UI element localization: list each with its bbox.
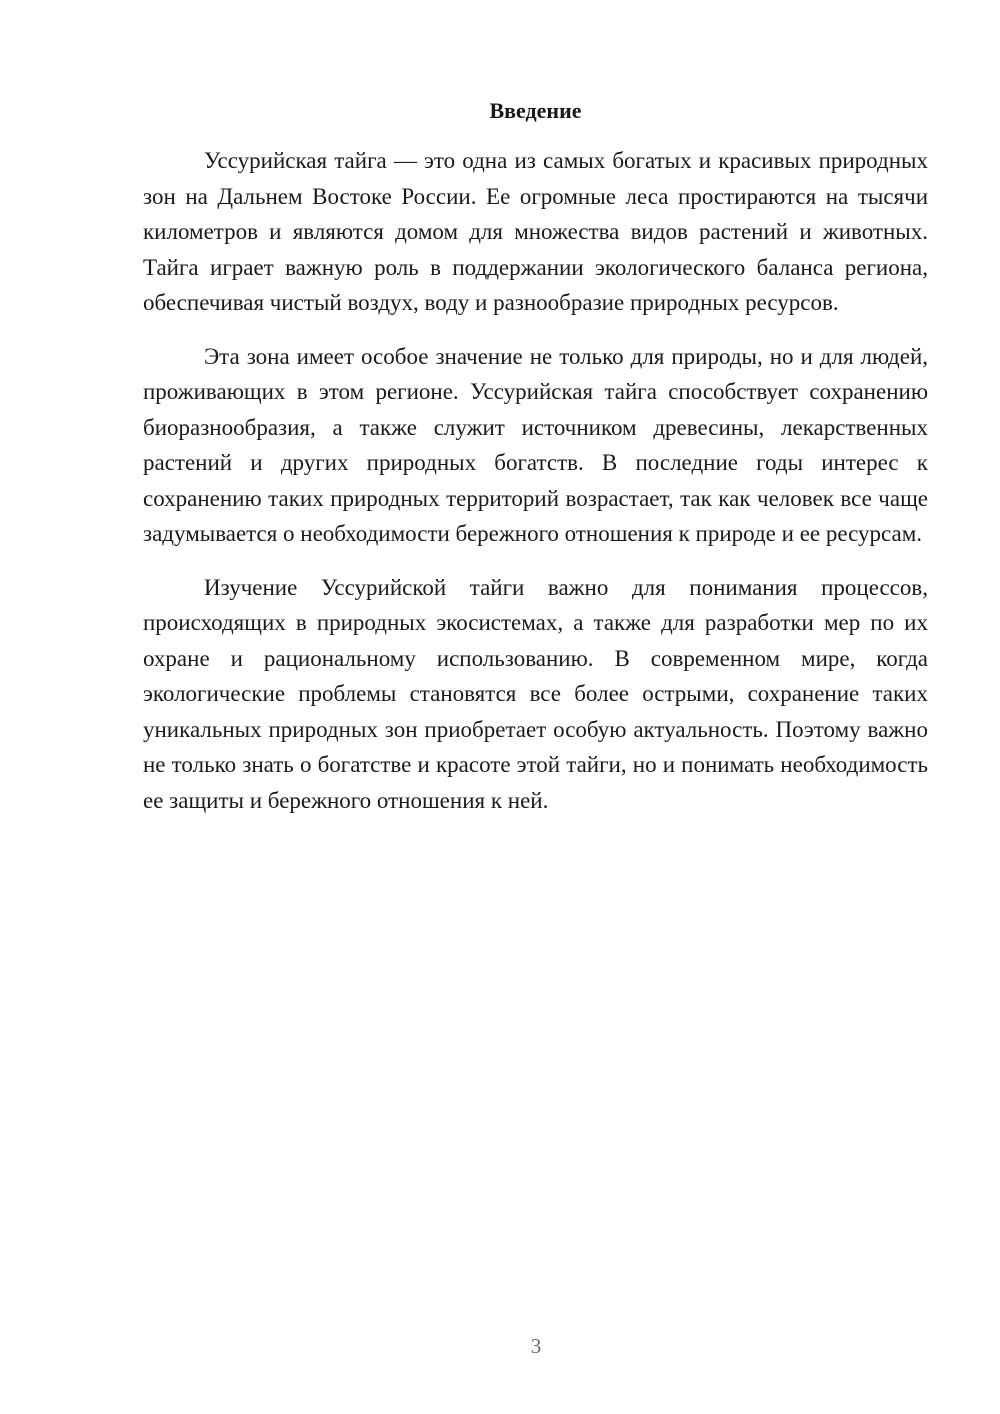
paragraph-1: Уссурийская тайга — это одна из самых богатых и красивых природных зон на Дальнем Востоке России. Ее огромные леса простираются на тысячи километров и являются домом для множества видов растений и животных. Тайга играет важную роль в поддержании экологического баланса региона, обеспечивая чистый воздух, воду и разнообразие природных ресурсов. <box>143 148 928 315</box>
paragraph-2: Эта зона имеет особое значение не только для природы, но и для людей, проживающих в этом регионе. Уссурийская тайга способствует сохранению биоразнообразия, а также служит источником древесины, лекарственных растений и других природных богатств. В последние годы интерес к сохранению таких природных территорий возрастает, так как человек все чаще задумывается о необходимости бережного отношения к природе и ее ресурсам. <box>143 343 928 546</box>
section-heading: Введение <box>489 98 582 123</box>
page-number: 3 <box>530 1334 542 1358</box>
paragraph-3: Изучение Уссурийской тайги важно для понимания процессов, происходящих в природных экосистемах, а также для разработки мер по их охране и рациональному использованию. В современном мире, когда экологические проблемы становятся все более острыми, сохранение таких уникальных природных зон приобретает особую актуальность. Поэтому важно не только знать о богатстве и красоте этой тайги, но и понимать необходимость ее защиты и бережного отношения к ней. <box>143 574 928 813</box>
body-text <box>143 143 928 836</box>
